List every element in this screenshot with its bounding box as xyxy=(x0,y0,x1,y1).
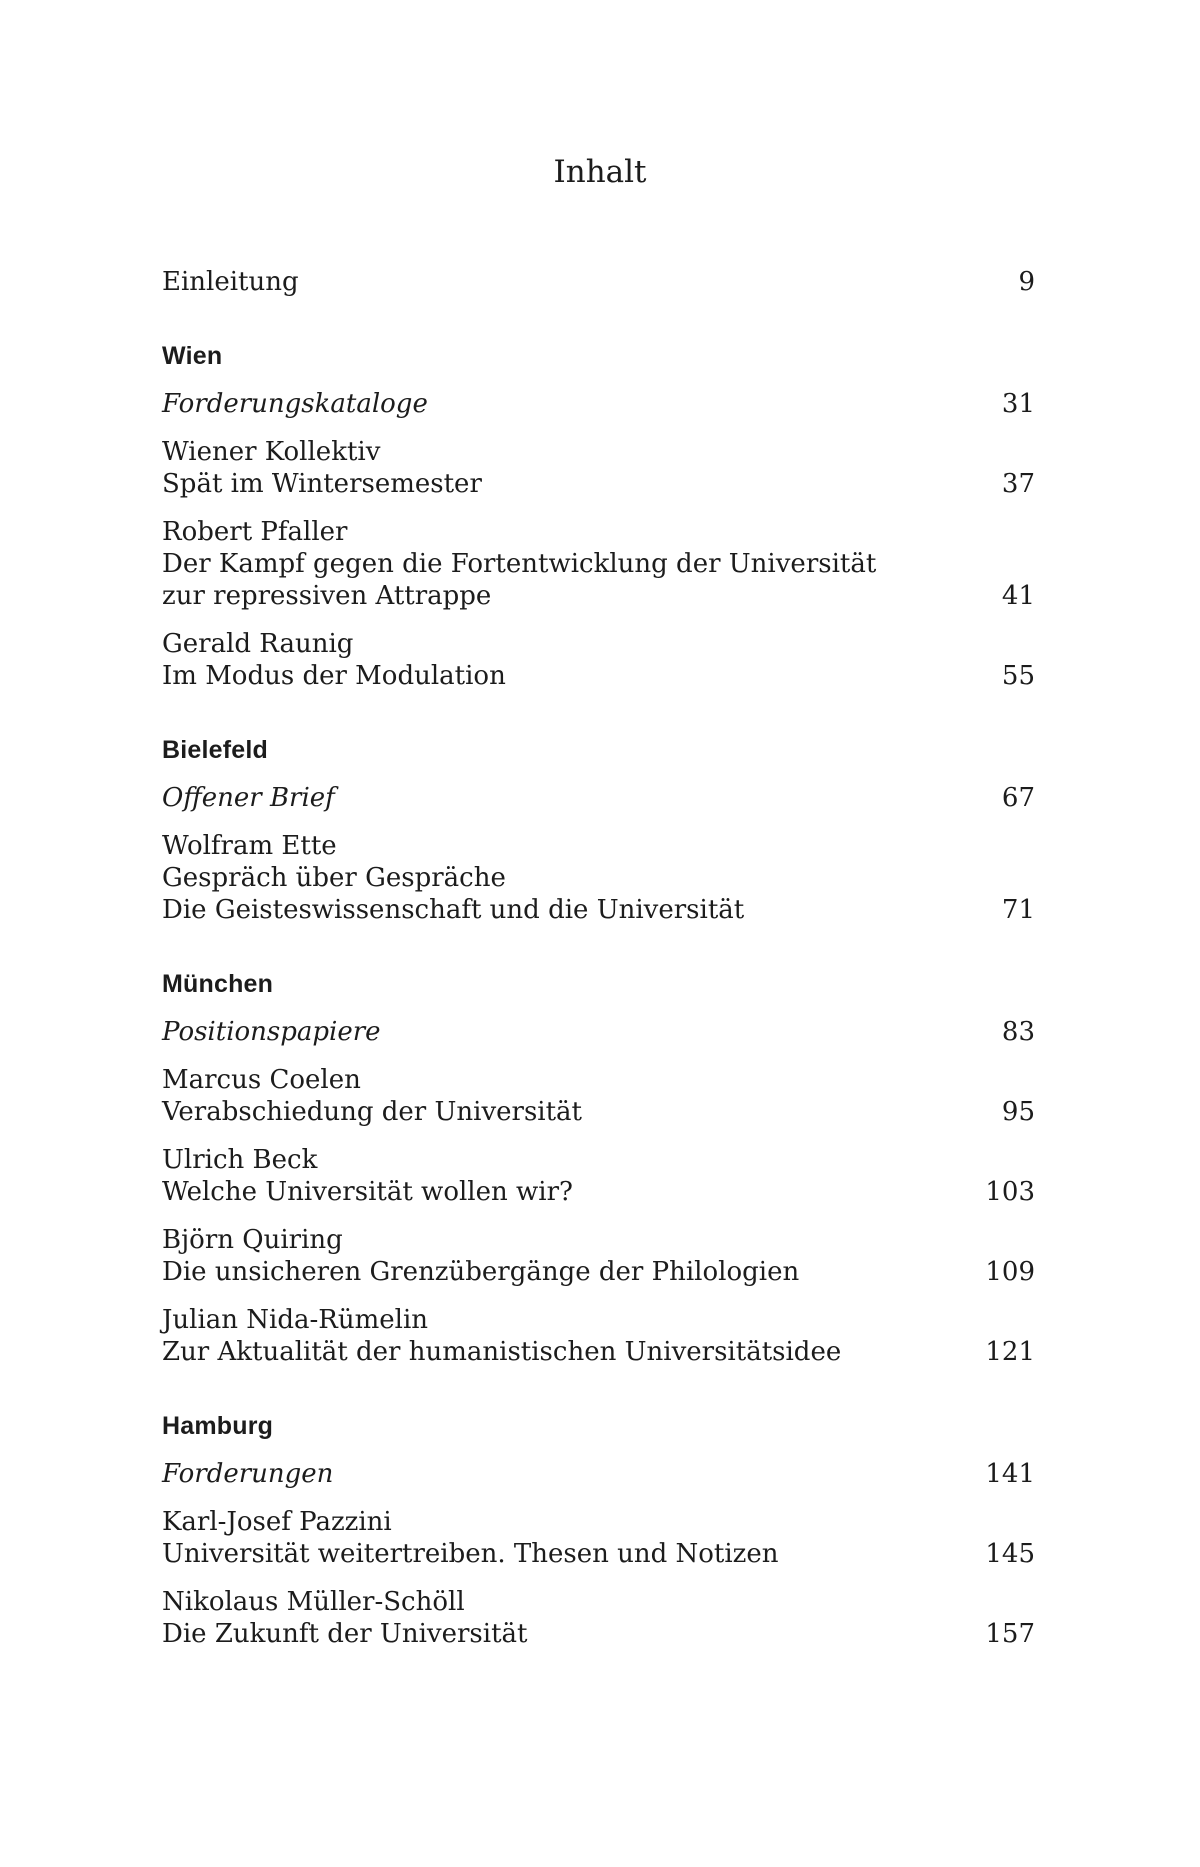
entry-title: Im Modus der Modulation xyxy=(162,661,506,691)
entry-title: Gespräch über Gespräche xyxy=(162,863,506,893)
toc-entry xyxy=(162,830,1035,926)
toc-entry xyxy=(162,1586,1035,1650)
toc-entry xyxy=(162,1304,1035,1368)
toc-entry xyxy=(162,388,1035,420)
entry-author: Nikolaus Müller-Schöll xyxy=(162,1587,465,1617)
entry-author: Wolfram Ette xyxy=(162,831,337,861)
entry-page-number: 67 xyxy=(1001,783,1035,813)
page-title: Inhalt xyxy=(553,154,647,190)
entry-page-number: 9 xyxy=(1018,267,1035,297)
entry-title: Forderungen xyxy=(162,1459,334,1489)
toc-entry xyxy=(162,436,1035,500)
entry-page-number: 83 xyxy=(1001,1017,1035,1047)
toc-entry xyxy=(162,1506,1035,1570)
entry-page-number: 95 xyxy=(1001,1097,1035,1127)
entry-author: Robert Pfaller xyxy=(162,517,348,547)
entry-title: Die unsicheren Grenzübergänge der Philologien xyxy=(162,1257,800,1287)
entry-page-number: 121 xyxy=(985,1337,1035,1367)
toc-entry-intro xyxy=(162,266,1035,298)
entry-title: Spät im Wintersemester xyxy=(162,469,482,499)
entry-author: Karl-Josef Pazzini xyxy=(162,1507,392,1537)
entry-page-number: 157 xyxy=(985,1619,1035,1649)
entry-title: Die Zukunft der Universität xyxy=(162,1619,528,1649)
entry-page-number: 55 xyxy=(1001,661,1035,691)
entry-title: Offener Brief xyxy=(162,783,335,813)
toc-entry xyxy=(162,1064,1035,1128)
section-heading: München xyxy=(162,970,274,998)
entry-page-number: 103 xyxy=(985,1177,1035,1207)
entry-title: Zur Aktualität der humanistischen Universitätsidee xyxy=(162,1337,842,1367)
entry-title: Verabschiedung der Universität xyxy=(162,1097,582,1127)
toc-entry xyxy=(162,782,1035,814)
entry-page-number: 41 xyxy=(1001,581,1035,611)
section-heading: Bielefeld xyxy=(162,736,268,764)
entry-title: Forderungskataloge xyxy=(162,389,428,419)
toc-entry xyxy=(162,1144,1035,1208)
entry-title: Universität weitertreiben. Thesen und Notizen xyxy=(162,1539,779,1569)
entry-author: Björn Quiring xyxy=(162,1225,343,1255)
entry-title: Die Geisteswissenschaft und die Universität xyxy=(162,895,745,925)
toc-entry xyxy=(162,628,1035,692)
toc-entry xyxy=(162,1016,1035,1048)
toc-entry xyxy=(162,1224,1035,1288)
toc-entry xyxy=(162,516,1035,612)
entry-title: Einleitung xyxy=(162,267,299,297)
entry-page-number: 31 xyxy=(1001,389,1035,419)
entry-title: zur repressiven Attrappe xyxy=(162,581,492,611)
section-heading: Hamburg xyxy=(162,1412,274,1440)
table-of-contents xyxy=(162,266,1035,1650)
entry-page-number: 141 xyxy=(985,1459,1035,1489)
entry-page-number: 37 xyxy=(1001,469,1035,499)
entry-author: Julian Nida-Rümelin xyxy=(162,1305,429,1335)
entry-page-number: 145 xyxy=(985,1539,1035,1569)
entry-author: Wiener Kollektiv xyxy=(162,437,381,467)
entry-page-number: 71 xyxy=(1001,895,1035,925)
entry-page-number: 109 xyxy=(985,1257,1035,1287)
entry-author: Marcus Coelen xyxy=(162,1065,361,1095)
entry-title: Der Kampf gegen die Fortentwicklung der Universität xyxy=(162,549,877,579)
section-heading: Wien xyxy=(162,342,223,370)
entry-author: Gerald Raunig xyxy=(162,629,354,659)
entry-author: Ulrich Beck xyxy=(162,1145,318,1175)
entry-title: Positionspapiere xyxy=(162,1017,381,1047)
entry-title: Welche Universität wollen wir? xyxy=(162,1177,573,1207)
toc-entry xyxy=(162,1458,1035,1490)
